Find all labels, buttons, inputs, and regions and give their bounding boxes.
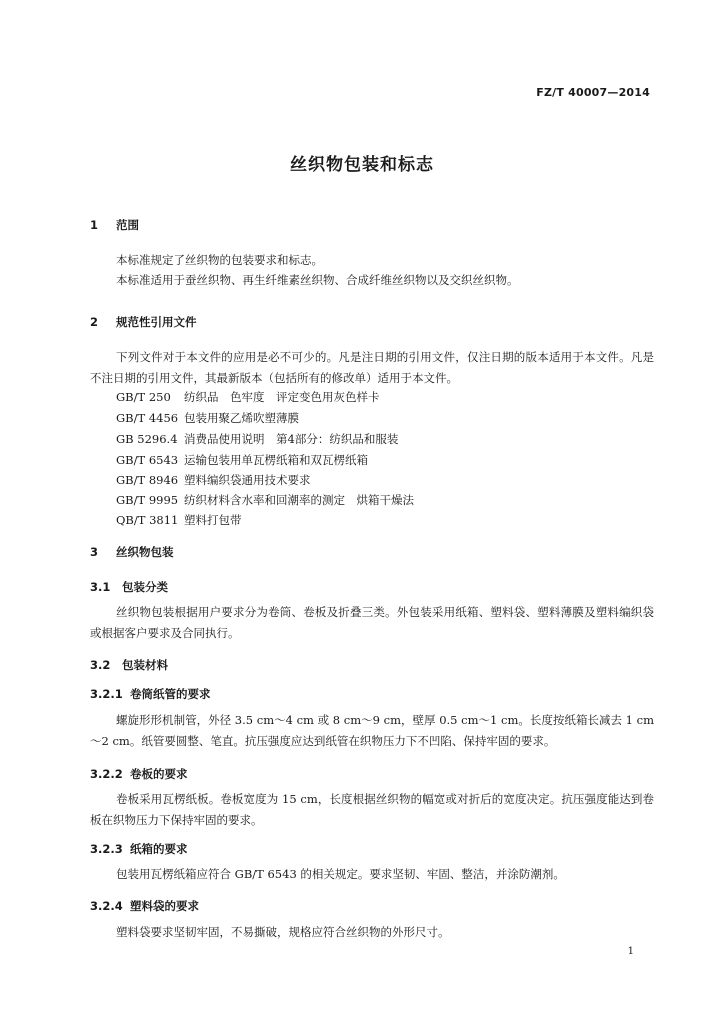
document-title: 丝织物包装和标志 xyxy=(290,155,434,175)
page-number: 1 xyxy=(627,946,634,957)
section-number: 3.2.1 xyxy=(90,687,123,701)
board-requirements-paragraph: 卷板采用瓦楞纸板。卷板宽度为 15 cm，长度根据丝织物的幅宽或对折后的宽度决定。抗压强度能达到卷板在织物压力下保持牢固的要求。 xyxy=(90,792,654,827)
section-title: 包装分类 xyxy=(122,580,168,594)
section-2-heading xyxy=(90,314,197,330)
reference-item xyxy=(116,512,242,528)
section-title: 卷板的要求 xyxy=(130,767,188,781)
section-3-2-2-heading xyxy=(90,766,188,782)
section-3-1-heading xyxy=(90,579,168,595)
section-number: 3.2.2 xyxy=(90,767,123,781)
reference-code: GB/T 250 xyxy=(116,390,171,404)
reference-title: 消费品使用说明 第4部分：纺织品和服装 xyxy=(184,432,399,446)
reference-title: 包装用聚乙烯吹塑薄膜 xyxy=(184,411,299,425)
reference-item xyxy=(116,472,311,488)
section-3-2-3-heading xyxy=(90,841,188,857)
section-number: 2 xyxy=(90,315,99,329)
paper-tube-requirements-paragraph: 螺旋形形机制管，外径 3.5 cm～4 cm 或 8 cm～9 cm，壁厚 0.5 cm～1 cm。长度按纸箱长减去 1 cm～2 cm。纸管要圆整、笔直。抗压强度应达到纸管在织物压力下不凹陷、保持牢固的要求。 xyxy=(90,713,654,748)
reference-title: 塑料打包带 xyxy=(184,513,242,527)
reference-title: 纺织材料含水率和回潮率的测定 烘箱干燥法 xyxy=(184,493,414,507)
section-title: 丝织物包装 xyxy=(116,545,174,559)
section-number: 3.2 xyxy=(90,658,111,672)
reference-item xyxy=(116,431,398,447)
reference-code: QB/T 3811 xyxy=(116,513,179,527)
section-number: 1 xyxy=(90,218,99,232)
reference-code: GB/T 6543 xyxy=(116,453,179,467)
section-title: 塑料袋的要求 xyxy=(130,899,199,913)
section-title: 范围 xyxy=(116,218,139,232)
packaging-classification-paragraph: 丝织物包装根据用户要求分为卷筒、卷板及折叠三类。外包装采用纸箱、塑料袋、塑料薄膜及塑料编织袋或根据客户要求及合同执行。 xyxy=(90,605,654,640)
reference-item xyxy=(116,410,299,426)
section-number: 3 xyxy=(90,545,99,559)
reference-title: 纺织品 色牢度 评定变色用灰色样卡 xyxy=(184,390,380,404)
plastic-bag-requirements-paragraph: 塑料袋要求坚韧牢固，不易撕破，规格应符合丝织物的外形尺寸。 xyxy=(116,925,450,939)
reference-item xyxy=(116,389,380,405)
scope-line-1: 本标准规定了丝织物的包装要求和标志。 xyxy=(116,253,323,267)
reference-item xyxy=(116,492,414,508)
reference-title: 塑料编织袋通用技术要求 xyxy=(184,473,311,487)
section-number: 3.1 xyxy=(90,580,111,594)
reference-item xyxy=(116,452,368,468)
carton-requirements-paragraph: 包装用瓦楞纸箱应符合 GB/T 6543 的相关规定。要求坚韧、牢固、整洁，并涂防潮剂。 xyxy=(116,867,565,881)
section-title: 纸箱的要求 xyxy=(130,842,188,856)
reference-code: GB 5296.4 xyxy=(116,432,178,446)
section-3-heading xyxy=(90,544,174,560)
section-3-2-heading xyxy=(90,657,168,673)
scope-line-2: 本标准适用于蚕丝织物、再生纤维素丝织物、合成纤维丝织物以及交织丝织物。 xyxy=(116,273,519,287)
standard-code: FZ/T 40007—2014 xyxy=(536,86,650,99)
normative-references-paragraph: 下列文件对于本文件的应用是必不可少的。凡是注日期的引用文件，仅注日期的版本适用于本文件。凡是不注日期的引用文件，其最新版本（包括所有的修改单）适用于本文件。 xyxy=(90,350,654,385)
section-3-2-4-heading xyxy=(90,898,199,914)
reference-code: GB/T 4456 xyxy=(116,411,179,425)
section-number: 3.2.4 xyxy=(90,899,123,913)
section-title: 包装材料 xyxy=(122,658,168,672)
section-title: 卷筒纸管的要求 xyxy=(130,687,211,701)
section-3-2-1-heading xyxy=(90,686,211,702)
section-1-heading xyxy=(90,217,139,233)
reference-title: 运输包装用单瓦楞纸箱和双瓦楞纸箱 xyxy=(184,453,368,467)
reference-code: GB/T 8946 xyxy=(116,473,179,487)
section-title: 规范性引用文件 xyxy=(116,315,197,329)
section-number: 3.2.3 xyxy=(90,842,123,856)
reference-code: GB/T 9995 xyxy=(116,493,179,507)
